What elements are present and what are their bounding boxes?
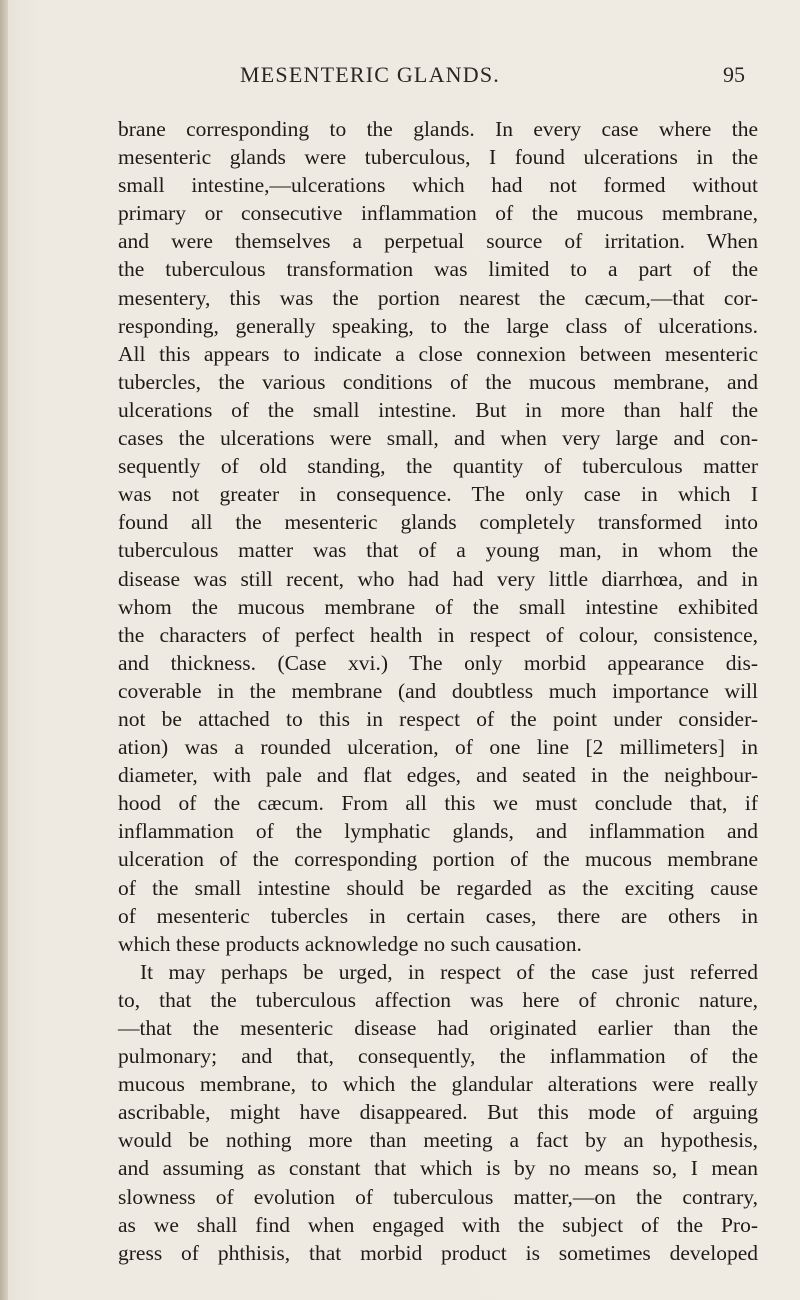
text-line: mesentery, this was the portion nearest the cæcum,—that cor- (118, 285, 758, 310)
text-line: cases the ulcerations were small, and when very large and con- (118, 426, 758, 451)
text-line: small intestine,—ulcerations which had not formed without (118, 173, 758, 198)
text-line: ulceration of the corresponding portion of the mucous membrane (118, 847, 758, 872)
text-line: inflammation of the lymphatic glands, and inflammation and (118, 819, 758, 844)
text-line: primary or consecutive inflammation of the mucous membrane, (118, 201, 758, 226)
text-line: pulmonary; and that, consequently, the inflammation of the (118, 1044, 758, 1069)
body-text (118, 115, 758, 1267)
text-line: coverable in the membrane (and doubtless much importance will (118, 678, 758, 703)
page-number: 95 (723, 62, 745, 87)
text-line: mucous membrane, to which the glandular alterations were really (118, 1072, 758, 1097)
text-line: as we shall find when engaged with the subject of the Pro- (118, 1212, 758, 1237)
text-line: mesenteric glands were tuberculous, I found ulcerations in the (118, 145, 758, 170)
page-binding-edge (0, 0, 8, 1300)
text-line: gress of phthisis, that morbid product is sometimes developed (118, 1240, 758, 1265)
text-line: disease was still recent, who had had very little diarrhœa, and in (118, 566, 758, 591)
text-line: ation) was a rounded ulceration, of one line [2 millimeters] in (118, 735, 758, 760)
text-line: hood of the cæcum. From all this we must conclude that, if (118, 791, 758, 816)
text-line: and assuming as constant that which is by no means so, I mean (118, 1156, 758, 1181)
text-line: which these products acknowledge no such causation. (118, 931, 582, 956)
running-title: MESENTERIC GLANDS. (240, 62, 500, 87)
text-line: was not greater in consequence. The only case in which I (118, 482, 758, 507)
text-line: and were themselves a perpetual source of irritation. When (118, 229, 758, 254)
text-line: of the small intestine should be regarded as the exciting cause (118, 875, 758, 900)
text-line: the characters of perfect health in respect of colour, consistence, (118, 622, 758, 647)
text-line: brane corresponding to the glands. In every case where the (118, 117, 758, 141)
text-line: and thickness. (Case xvi.) The only morbid appearance dis- (118, 650, 758, 675)
text-line: responding, generally speaking, to the large class of ulcerations. (118, 313, 758, 338)
text-line: to, that the tuberculous affection was here of chronic nature, (118, 987, 758, 1012)
text-line: sequently of old standing, the quantity of tuberculous matter (118, 454, 758, 479)
text-line: All this appears to indicate a close connexion between mesenteric (118, 341, 758, 366)
text-line: the tuberculous transformation was limited to a part of the (118, 257, 758, 282)
text-line: ascribable, might have disappeared. But this mode of arguing (118, 1100, 758, 1125)
text-line: tubercles, the various conditions of the mucous membrane, and (118, 369, 758, 394)
page-header (0, 62, 800, 98)
text-line: diameter, with pale and flat edges, and seated in the neighbour- (118, 763, 758, 788)
text-line: of mesenteric tubercles in certain cases, there are others in (118, 903, 758, 928)
text-line: found all the mesenteric glands completely transformed into (118, 510, 758, 535)
text-line: It may perhaps be urged, in respect of the case just referred (140, 959, 758, 984)
text-line: tuberculous matter was that of a young man, in whom the (118, 538, 758, 563)
text-line: slowness of evolution of tuberculous matter,—on the contrary, (118, 1184, 758, 1209)
text-line: whom the mucous membrane of the small intestine exhibited (118, 594, 758, 619)
text-line: would be nothing more than meeting a fact by an hypothesis, (118, 1128, 758, 1153)
text-line: not be attached to this in respect of the point under consider- (118, 706, 758, 731)
text-line: —that the mesenteric disease had originated earlier than the (118, 1016, 758, 1040)
text-line: ulcerations of the small intestine. But in more than half the (118, 397, 758, 422)
